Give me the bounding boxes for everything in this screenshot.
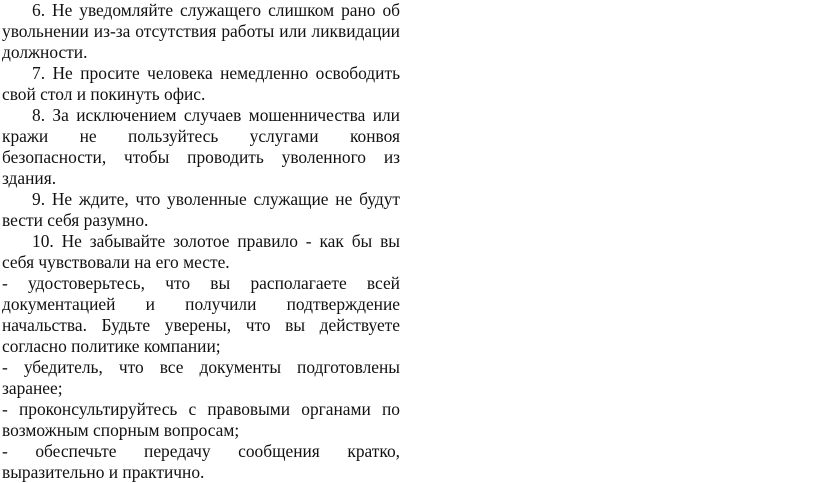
- paragraph-text: 10. Не забывайте золотое правило - как бы вы себя чувствовали на его месте.: [2, 231, 400, 272]
- bullet-item-message-delivery: [2, 441, 400, 483]
- bullet-item-documents-ready: [2, 357, 400, 399]
- paragraph-item-8: [2, 105, 400, 189]
- bullet-item-legal-consult: [2, 399, 400, 441]
- paragraph-text: - удостоверьтесь, что вы располагаете всей документацией и получили подтверждение начальства. Будьте уверены, что вы действуете согласно политике компании;: [2, 273, 400, 356]
- paragraph-item-7: [2, 63, 400, 105]
- paragraph-text: 6. Не уведомляйте служащего слишком рано об увольнении из-за отсутствия работы или ликвидации должности.: [2, 0, 400, 62]
- paragraph-text: - обеспечьте передачу сообщения кратко, выразительно и практично.: [2, 441, 400, 482]
- document-text: [2, 0, 400, 483]
- paragraph-item-10: [2, 231, 400, 273]
- paragraph-text: - проконсультируйтесь с правовыми органами по возможным спорным вопросам;: [2, 399, 400, 440]
- bullet-item-documentation: [2, 273, 400, 357]
- paragraph-text: - убедитель, что все документы подготовлены заранее;: [2, 357, 400, 398]
- paragraph-text: 9. Не ждите, что уволенные служащие не будут вести себя разумно.: [2, 189, 400, 230]
- paragraph-item-6: [2, 0, 400, 63]
- paragraph-text: 8. За исключением случаев мошенничества или кражи не пользуйтесь услугами конвоя безопасности, чтобы проводить уволенного из здания.: [2, 105, 400, 188]
- paragraph-item-9: [2, 189, 400, 231]
- paragraph-text: 7. Не просите человека немедленно освободить свой стол и покинуть офис.: [2, 63, 400, 104]
